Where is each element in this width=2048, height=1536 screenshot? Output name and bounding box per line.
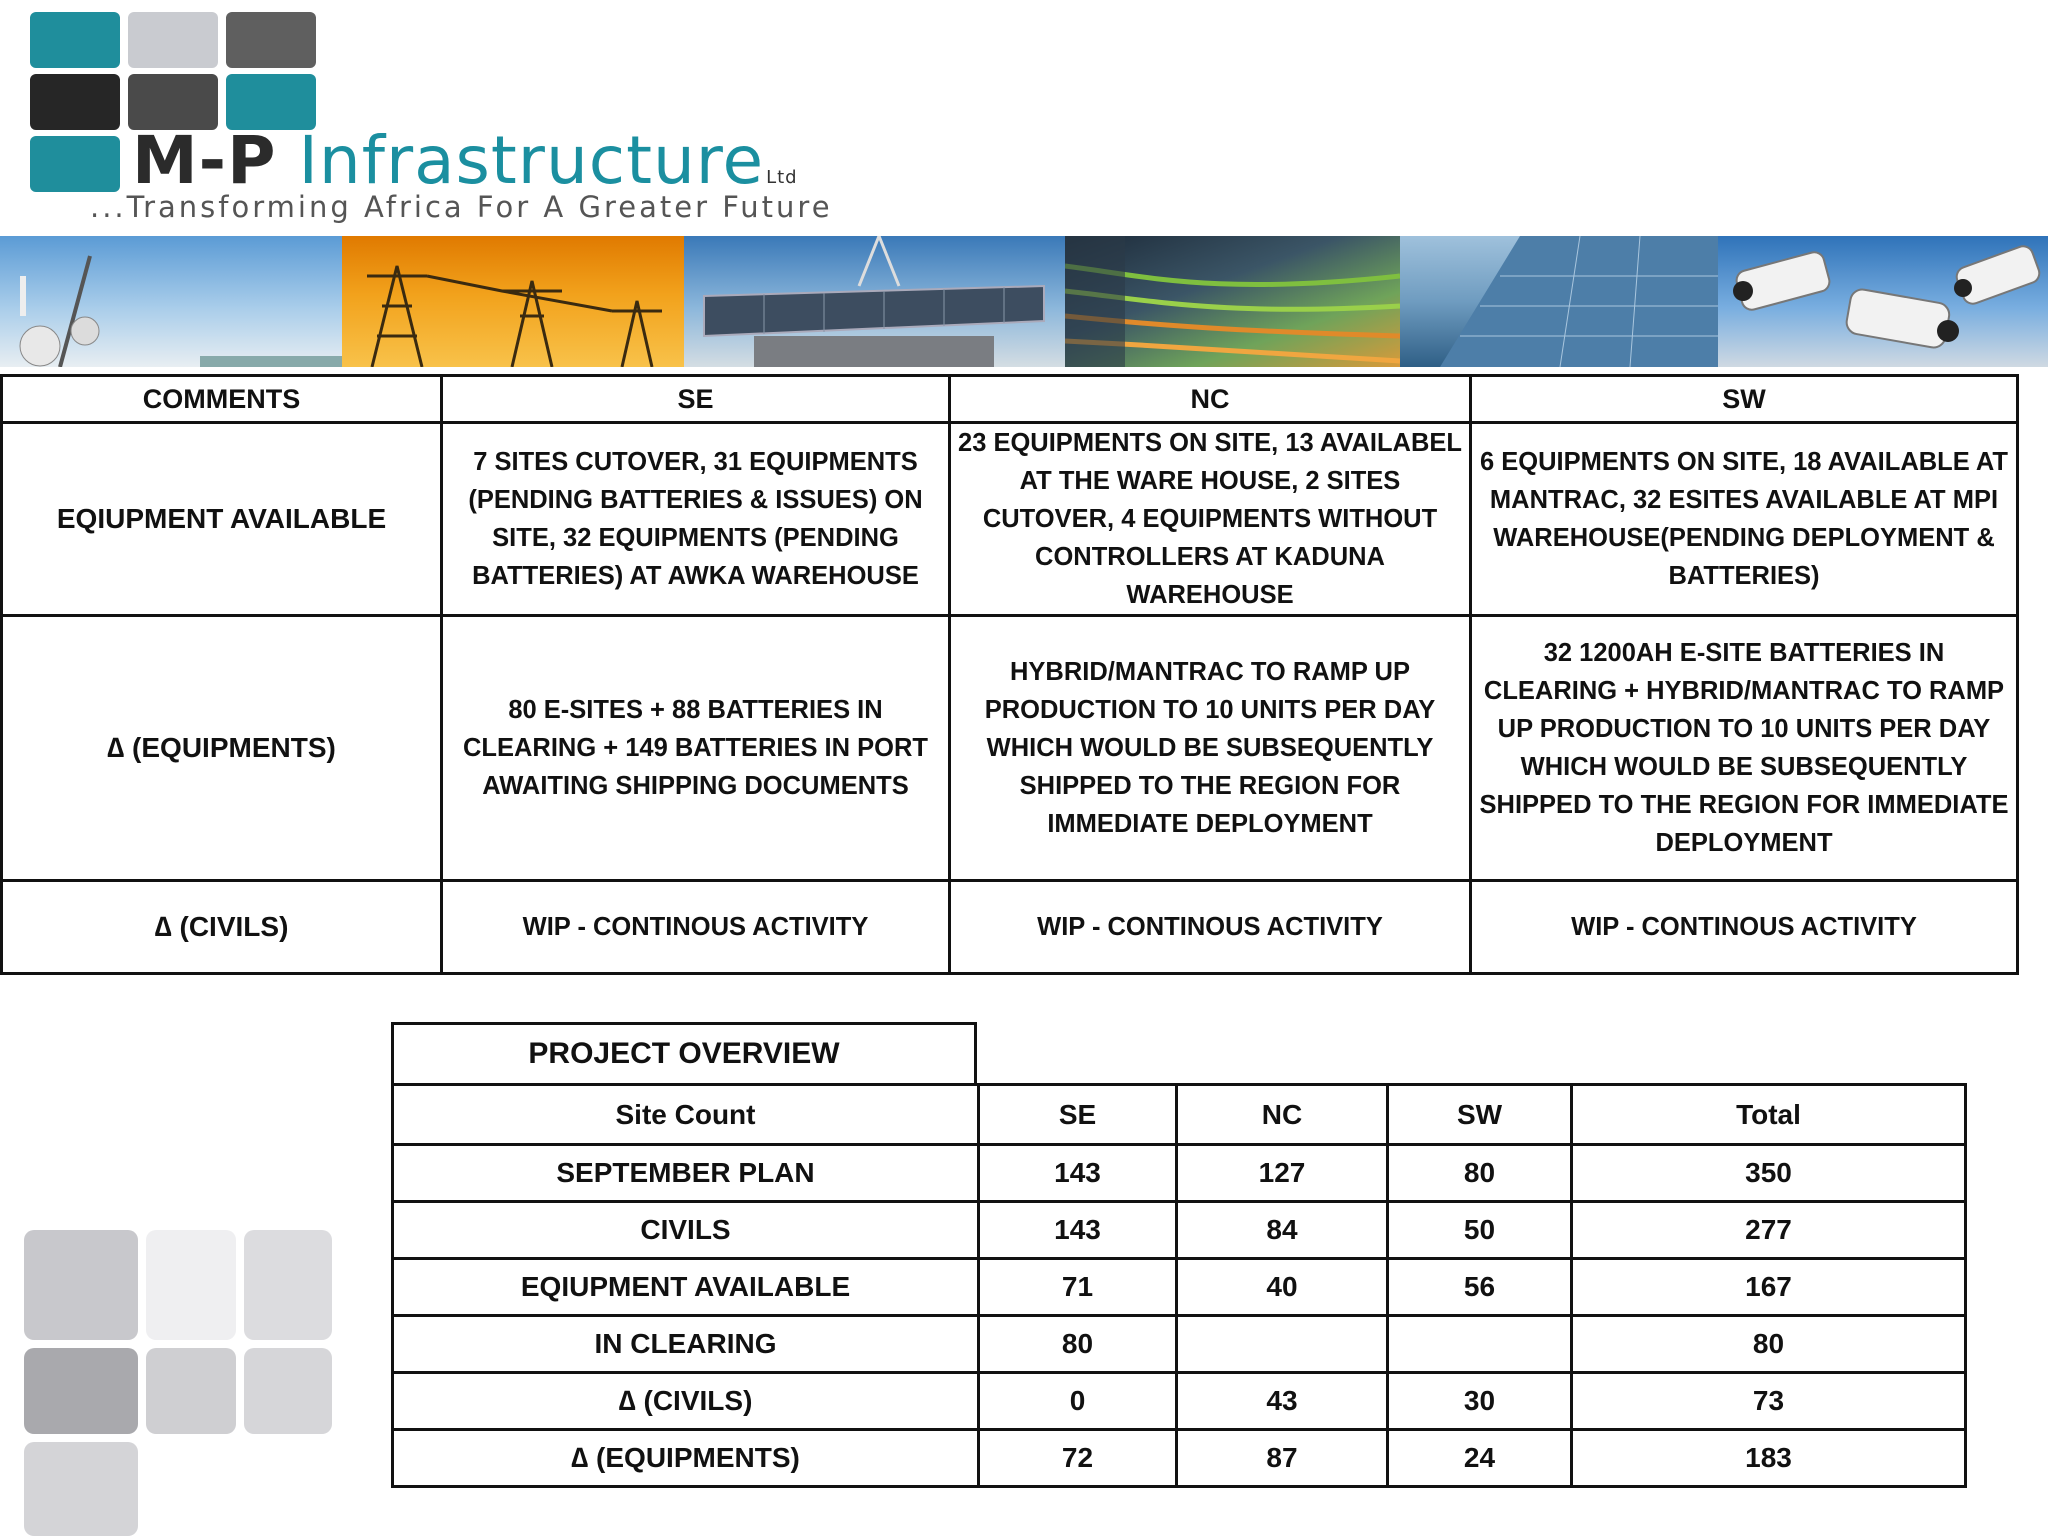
header-total: Total bbox=[1572, 1085, 1966, 1145]
table-row bbox=[393, 1202, 1966, 1259]
cell-total: 183 bbox=[1572, 1430, 1966, 1487]
cell-se: 80 E-SITES + 88 BATTERIES IN CLEARING + 149 BATTERIES IN PORT AWAITING SHIPPING DOCUMENTS bbox=[442, 616, 950, 881]
company-tagline: ...Transforming Africa For A Greater Future bbox=[90, 190, 833, 224]
header-nc: NC bbox=[950, 376, 1471, 423]
company-name-infrastructure: Infrastructure bbox=[298, 122, 765, 199]
logo-square bbox=[128, 12, 218, 68]
cctv-cameras-illustration bbox=[1718, 236, 2048, 367]
row-label: ∆ (EQUIPMENTS) bbox=[2, 616, 442, 881]
solar-panel-photo bbox=[684, 236, 1065, 367]
cell-total: 73 bbox=[1572, 1373, 1966, 1430]
cell-nc: 84 bbox=[1177, 1202, 1388, 1259]
decorative-squares bbox=[22, 1228, 342, 1536]
cell-nc: 87 bbox=[1177, 1430, 1388, 1487]
cell-sw: 56 bbox=[1388, 1259, 1572, 1316]
table-row bbox=[393, 1316, 1966, 1373]
row-label: ∆ (CIVILS) bbox=[2, 881, 442, 974]
table-row bbox=[393, 1145, 1966, 1202]
glass-building-photo bbox=[1400, 236, 1718, 367]
cell-sw: 24 bbox=[1388, 1430, 1572, 1487]
project-overview-table bbox=[391, 1083, 1967, 1488]
regional-comments-table bbox=[0, 374, 2019, 975]
photo-banner bbox=[0, 236, 2048, 367]
row-label: EQIUPMENT AVAILABLE bbox=[2, 423, 442, 616]
cell-total: 167 bbox=[1572, 1259, 1966, 1316]
cell-sw: 32 1200AH E-SITE BATTERIES IN CLEARING + HYBRID/MANTRAC TO RAMP UP PRODUCTION TO 10 UNITS PER DAY WHICH WOULD BE SUBSEQUENTLY SHIPPED TO THE REGION FOR IMMEDIATE DEPLOYMENT bbox=[1471, 616, 2018, 881]
header-sw: SW bbox=[1471, 376, 2018, 423]
cell-nc: 23 EQUIPMENTS ON SITE, 13 AVAILABEL AT THE WARE HOUSE, 2 SITES CUTOVER, 4 EQUIPMENTS WITHOUT CONTROLLERS AT KADUNA WAREHOUSE bbox=[950, 423, 1471, 616]
logo-square bbox=[30, 136, 120, 192]
row-label: CIVILS bbox=[393, 1202, 979, 1259]
cell-se: 80 bbox=[979, 1316, 1177, 1373]
telecom-tower-photo bbox=[0, 236, 342, 367]
cell-se: 143 bbox=[979, 1202, 1177, 1259]
cell-se: 72 bbox=[979, 1430, 1177, 1487]
cell-sw: 6 EQUIPMENTS ON SITE, 18 AVAILABLE AT MANTRAC, 32 ESITES AVAILABLE AT MPI WAREHOUSE(PENDING DEPLOYMENT & BATTERIES) bbox=[1471, 423, 2018, 616]
row-label: EQIUPMENT AVAILABLE bbox=[393, 1259, 979, 1316]
header-site-count: Site Count bbox=[393, 1085, 979, 1145]
solar-panel-illustration bbox=[684, 236, 1065, 367]
deco-square bbox=[24, 1348, 138, 1434]
cell-se: 71 bbox=[979, 1259, 1177, 1316]
table-header-row bbox=[2, 376, 2018, 423]
company-name-mp: M-P bbox=[132, 122, 277, 199]
header-nc: NC bbox=[1177, 1085, 1388, 1145]
table-row bbox=[393, 1373, 1966, 1430]
deco-square bbox=[24, 1230, 138, 1340]
cell-sw: 50 bbox=[1388, 1202, 1572, 1259]
row-label: ∆ (EQUIPMENTS) bbox=[393, 1430, 979, 1487]
overview-header-row bbox=[393, 1085, 1966, 1145]
cell-se: 0 bbox=[979, 1373, 1177, 1430]
row-label: SEPTEMBER PLAN bbox=[393, 1145, 979, 1202]
cell-total: 277 bbox=[1572, 1202, 1966, 1259]
deco-square bbox=[24, 1442, 138, 1536]
cell-nc: 40 bbox=[1177, 1259, 1388, 1316]
cell-nc bbox=[1177, 1316, 1388, 1373]
table-row bbox=[2, 881, 2018, 974]
cell-total: 80 bbox=[1572, 1316, 1966, 1373]
telecom-tower-illustration bbox=[0, 236, 342, 367]
cell-nc: WIP - CONTINOUS ACTIVITY bbox=[950, 881, 1471, 974]
cell-nc: HYBRID/MANTRAC TO RAMP UP PRODUCTION TO 10 UNITS PER DAY WHICH WOULD BE SUBSEQUENTLY SHIPPED TO THE REGION FOR IMMEDIATE DEPLOYMENT bbox=[950, 616, 1471, 881]
cell-sw: 80 bbox=[1388, 1145, 1572, 1202]
glass-building-illustration bbox=[1400, 236, 1718, 367]
deco-square bbox=[146, 1230, 236, 1340]
cell-se: WIP - CONTINOUS ACTIVITY bbox=[442, 881, 950, 974]
cell-se: 7 SITES CUTOVER, 31 EQUIPMENTS (PENDING BATTERIES & ISSUES) ON SITE, 32 EQUIPMENTS (PENDING BATTERIES) AT AWKA WAREHOUSE bbox=[442, 423, 950, 616]
logo-square bbox=[226, 12, 316, 68]
row-label: IN CLEARING bbox=[393, 1316, 979, 1373]
cell-nc: 43 bbox=[1177, 1373, 1388, 1430]
cctv-cameras-photo bbox=[1718, 236, 2048, 367]
header-sw: SW bbox=[1388, 1085, 1572, 1145]
deco-square bbox=[244, 1348, 332, 1434]
power-pylon-illustration bbox=[342, 236, 684, 367]
table-row bbox=[2, 616, 2018, 881]
power-lines-photo bbox=[342, 236, 684, 367]
table-row bbox=[393, 1430, 1966, 1487]
logo-square bbox=[30, 12, 120, 68]
cell-se: 143 bbox=[979, 1145, 1177, 1202]
header-se: SE bbox=[442, 376, 950, 423]
deco-square bbox=[146, 1348, 236, 1434]
table-row bbox=[2, 423, 2018, 616]
header-se: SE bbox=[979, 1085, 1177, 1145]
cell-total: 350 bbox=[1572, 1145, 1966, 1202]
network-cables-photo bbox=[1065, 236, 1400, 367]
cell-sw: 30 bbox=[1388, 1373, 1572, 1430]
logo-square bbox=[30, 74, 120, 130]
row-label: ∆ (CIVILS) bbox=[393, 1373, 979, 1430]
cell-sw: WIP - CONTINOUS ACTIVITY bbox=[1471, 881, 2018, 974]
table-row bbox=[393, 1259, 1966, 1316]
deco-square bbox=[244, 1230, 332, 1340]
cell-sw bbox=[1388, 1316, 1572, 1373]
network-cables-illustration bbox=[1065, 236, 1400, 367]
company-name-ltd: Ltd bbox=[766, 167, 798, 188]
cell-nc: 127 bbox=[1177, 1145, 1388, 1202]
header-comments: COMMENTS bbox=[2, 376, 442, 423]
project-overview-title: PROJECT OVERVIEW bbox=[391, 1022, 977, 1083]
